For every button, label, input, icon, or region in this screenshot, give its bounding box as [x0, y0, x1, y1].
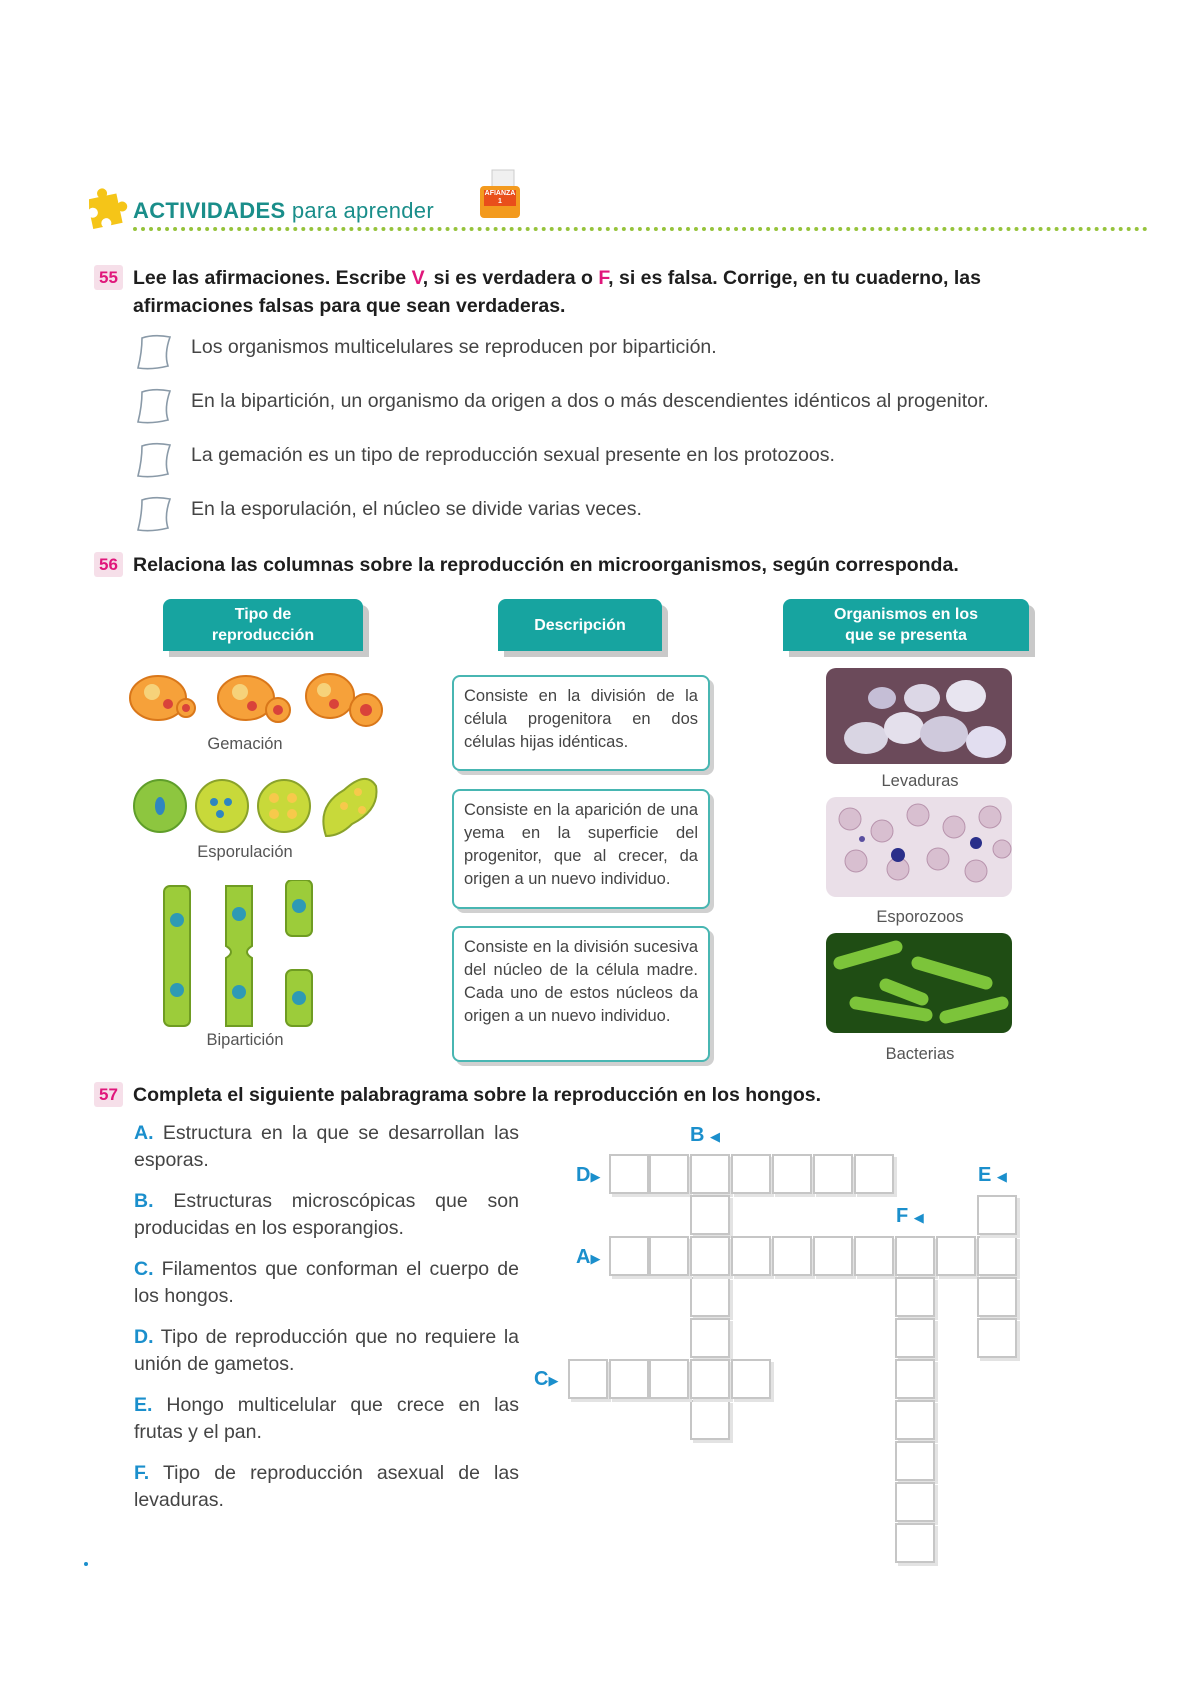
- clue-label-e: E ◀: [978, 1164, 1007, 1186]
- caption-budding: Gemación: [207, 735, 283, 753]
- crossword-cell[interactable]: [690, 1277, 730, 1317]
- column-header-type: Tipo de reproducción: [163, 599, 363, 651]
- crossword-cell[interactable]: [813, 1236, 853, 1276]
- afianza-badge: [478, 168, 522, 220]
- crossword-cell[interactable]: [731, 1236, 771, 1276]
- answer-box-4[interactable]: [134, 494, 176, 534]
- clue-list: [134, 1120, 519, 1514]
- description-box-2[interactable]: Consiste en la aparición de una yema en la superficie del progenitor, que al crecer, da origen a un nuevo individuo.: [452, 789, 710, 909]
- question-57-number: 57: [94, 1085, 123, 1105]
- clue-label-a: A▶: [576, 1246, 601, 1268]
- statement-3: La gemación es un tipo de reproducción sexual presente en los protozoos.: [191, 444, 835, 466]
- badge-text: AFIANZA 1: [484, 190, 516, 205]
- crossword-cell[interactable]: [977, 1318, 1017, 1358]
- clue-label-d: D▶: [576, 1164, 601, 1186]
- crossword-cell[interactable]: [895, 1277, 935, 1317]
- caption-yeast: Levaduras: [881, 772, 959, 790]
- crossword-cell[interactable]: [895, 1523, 935, 1563]
- crossword-cell[interactable]: [731, 1359, 771, 1399]
- crossword-cell[interactable]: [690, 1359, 730, 1399]
- crossword-cell[interactable]: [895, 1359, 935, 1399]
- bacteria-photo: [826, 933, 1012, 1033]
- caption-sporozoa: Esporozoos: [876, 908, 964, 926]
- crossword-cell[interactable]: [690, 1195, 730, 1235]
- caption-binary-fission: Bipartición: [206, 1031, 284, 1049]
- column-header-organisms: Organismos en los que se presenta: [783, 599, 1029, 651]
- column-header-description: Descripción: [498, 599, 662, 651]
- question-55-text: Lee las afirmaciones. Escribe V, si es verdadera o F, si es falsa. Corrige, en tu cuaderno, las afirmaciones falsas para que sean verdaderas.: [133, 267, 981, 317]
- statement-4: En la esporulación, el núcleo se divide varias veces.: [191, 498, 642, 520]
- header-divider: [133, 227, 1148, 231]
- crossword-cell[interactable]: [690, 1154, 730, 1194]
- clue-label-c: C▶: [534, 1368, 559, 1390]
- clue-f: F. Tipo de reproducción asexual de las levaduras.: [134, 1462, 519, 1511]
- crossword-cell[interactable]: [609, 1154, 649, 1194]
- question-56-text: Relaciona las columnas sobre la reproducción en microorganismos, según corresponda.: [133, 554, 959, 576]
- crossword-cell[interactable]: [977, 1236, 1017, 1276]
- sporulation-illustration: [130, 766, 380, 842]
- crossword-cell[interactable]: [977, 1195, 1017, 1235]
- clue-label-b: B ◀: [690, 1124, 721, 1146]
- caption-sporulation: Esporulación: [197, 843, 293, 861]
- question-56-number: 56: [94, 555, 123, 575]
- crossword-cell[interactable]: [895, 1441, 935, 1481]
- description-box-3[interactable]: Consiste en la división sucesiva del núcleo de la célula madre. Cada uno de estos núcleos da origen a un nuevo individuo.: [452, 926, 710, 1062]
- crossword-cell[interactable]: [895, 1236, 935, 1276]
- section-title: ACTIVIDADES para aprender: [133, 198, 434, 223]
- question-55-number: 55: [94, 268, 123, 288]
- crossword-cell[interactable]: [977, 1277, 1017, 1317]
- yeast-photo: [826, 668, 1012, 764]
- clue-d: D. Tipo de reproducción que no requiere la unión de gametos.: [134, 1326, 519, 1375]
- crossword-cell[interactable]: [731, 1154, 771, 1194]
- clue-e: E. Hongo multicelular que crece en las frutas y el pan.: [134, 1394, 519, 1443]
- crossword-cell[interactable]: [568, 1359, 608, 1399]
- caption-bacteria: Bacterias: [885, 1045, 955, 1063]
- budding-illustration: [128, 668, 390, 732]
- crossword-cell[interactable]: [895, 1482, 935, 1522]
- answer-box-2[interactable]: [134, 386, 176, 426]
- crossword-cell[interactable]: [649, 1359, 689, 1399]
- crossword-cell[interactable]: [690, 1318, 730, 1358]
- crossword-cell[interactable]: [936, 1236, 976, 1276]
- crossword-cell[interactable]: [649, 1236, 689, 1276]
- crossword-cell[interactable]: [895, 1400, 935, 1440]
- clue-b: B. Estructuras microscópicas que son producidas en los esporangios.: [134, 1190, 519, 1239]
- page-dot: [84, 1562, 88, 1566]
- sporozoa-photo: [826, 797, 1012, 897]
- clue-a: A. Estructura en la que se desarrollan las esporas.: [134, 1122, 519, 1171]
- crossword-cell[interactable]: [895, 1318, 935, 1358]
- answer-box-3[interactable]: [134, 440, 176, 480]
- clue-c: C. Filamentos que conforman el cuerpo de los hongos.: [134, 1258, 519, 1307]
- crossword-cell[interactable]: [854, 1236, 894, 1276]
- crossword-cell[interactable]: [609, 1236, 649, 1276]
- crossword-cell[interactable]: [772, 1154, 812, 1194]
- statement-1: Los organismos multicelulares se reproducen por bipartición.: [191, 336, 717, 358]
- crossword-cell[interactable]: [854, 1154, 894, 1194]
- crossword-cell[interactable]: [649, 1154, 689, 1194]
- answer-box-1[interactable]: [134, 332, 176, 372]
- statement-2: En la bipartición, un organismo da origen a dos o más descendientes idénticos al progenitor.: [191, 390, 989, 412]
- binary-fission-illustration: [160, 880, 320, 1030]
- description-box-1[interactable]: Consiste en la división de la célula progenitora en dos células hijas idénticas.: [452, 675, 710, 771]
- crossword-cell[interactable]: [690, 1236, 730, 1276]
- crossword-cell[interactable]: [609, 1359, 649, 1399]
- question-57-text: Completa el siguiente palabragrama sobre la reproducción en los hongos.: [133, 1084, 822, 1106]
- clue-label-f: F ◀: [896, 1205, 924, 1227]
- crossword-cell[interactable]: [772, 1236, 812, 1276]
- crossword-cell[interactable]: [690, 1400, 730, 1440]
- crossword-cell[interactable]: [813, 1154, 853, 1194]
- puzzle-icon: [82, 188, 130, 236]
